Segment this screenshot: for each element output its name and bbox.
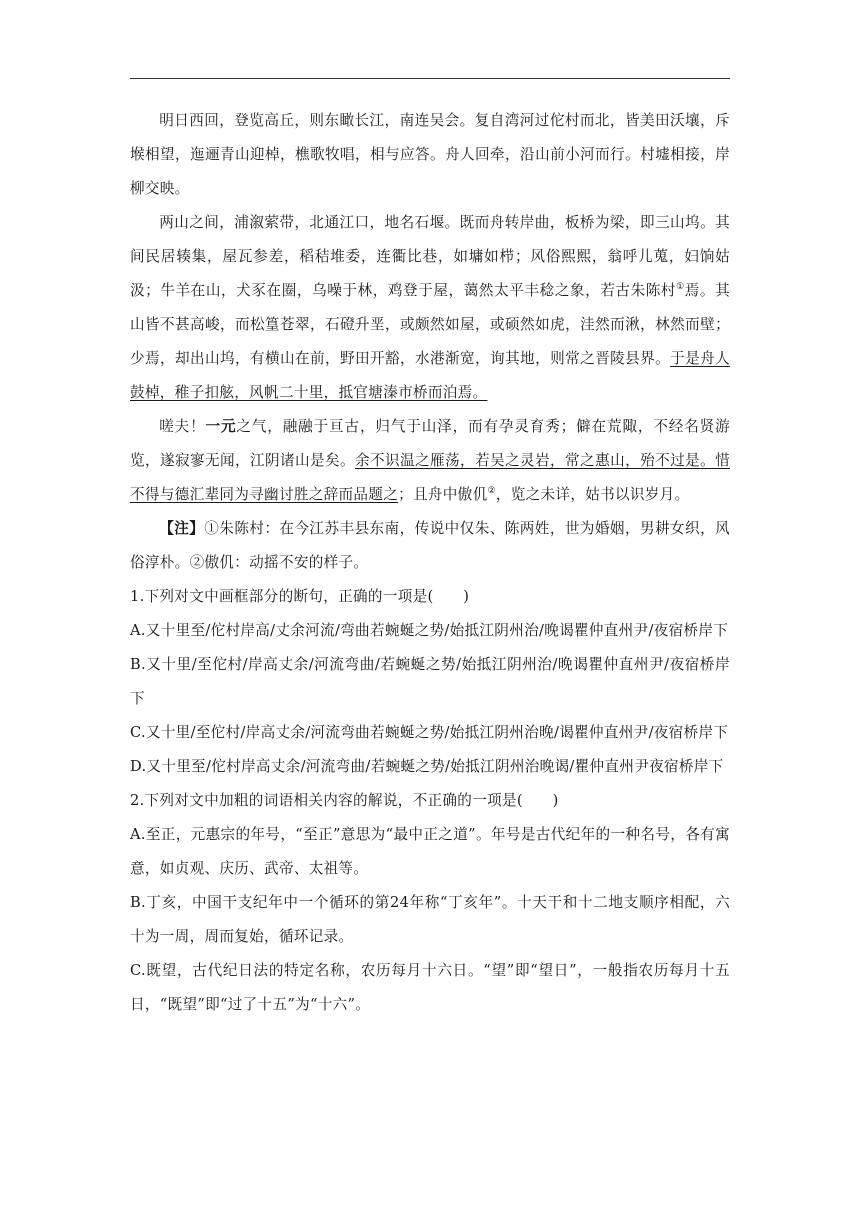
bold-term: 一元	[205, 418, 237, 435]
question-2-option-a: A.至正，元惠宗的年号，“至正”意思为“最中正之道”。年号是古代纪年的一种名号，各有寓意，如贞观、庆历、武帝、太祖等。	[130, 826, 730, 877]
passage-text: 明日西回，登览高丘，则东瞰长江，南连吴会。复自湾河过佗村而北，皆美田沃壤，斥堠相望，迤逦青山迎棹，樵歌牧唱，相与应答。舟人回牵，沿山前小河而行。村墟相接，岸柳交映。	[130, 112, 730, 197]
note-text: ①朱陈村：在今江苏丰县东南，传说中仅朱、陈两姓，世为婚姻，男耕女织，风俗淳朴。②傲仉：动摇不安的样子。	[130, 520, 730, 571]
document-body	[130, 104, 730, 1022]
question-1-stem: 1.下列对文中画框部分的断句，正确的一项是( )	[130, 588, 470, 605]
underlined-sentence: 余不识温之雁荡，若吴之灵岩，常之惠山，殆不过是。	[355, 452, 716, 469]
footnote-marker: ①	[676, 282, 685, 293]
question-2-option-b: B.丁亥，中国干支纪年中一个循环的第24年称“丁亥年”。十天干和十二地支顺序相配，六十为一周，周而复始，循环记录。	[130, 894, 730, 945]
passage-paragraph-3	[130, 410, 730, 512]
question-1-option-d: D.又十里至/佗村岸高丈余/河流弯曲/若蜿蜒之势/始抵江阴州治晚谒/瞿仲直州尹夜宿桥岸下	[130, 758, 724, 775]
passage-text: 嗟夫！	[159, 418, 206, 435]
question-2-option-c: C.既望，古代纪日法的特定名称，农历每月十六日。“望”即“望日”，一般指农历每月十五日，“既望”即“过了十五”为“十六”。	[130, 962, 730, 1013]
passage-paragraph-1	[130, 104, 730, 206]
note-label: 【注】	[159, 520, 205, 537]
passage-text: ；且舟中傲仉	[398, 486, 488, 503]
passage-text: 之气，融融于亘古，归气于山泽，而有孕灵育秀；僻在荒陬，不经名贤游览，遂寂寥无闻，江阴诸山是矣。	[130, 418, 730, 469]
question-1-option-c: C.又十里/至佗村/岸高丈余/河流弯曲若蜿蜒之势/始抵江阴州治晚/谒瞿仲直州尹/夜宿桥岸下	[130, 724, 729, 741]
passage-text: 两山之间，浦溆萦带，北通江口，地名石堰。既而舟转岸曲，板桥为梁，即三山坞。其间民居辏集，屋瓦参差，稻秸堆委，连衢比巷，如墉如栉；风俗熙熙，翁呼儿蒐，妇饷姑汲；牛羊在山，犬豕在圈，乌噪于林，鸡登于屋，蔼然太平丰稔之象，若古朱陈村	[130, 214, 730, 299]
footnote-marker: ②	[487, 486, 496, 497]
question-1-option-a: A.又十里至/佗村岸高/丈余河流/弯曲若蜿蜒之势/始抵江阴州治/晚谒瞿仲直州尹/夜宿桥岸下	[130, 622, 729, 639]
passage-paragraph-2	[130, 206, 730, 410]
underlined-sentence: 惜不得与德汇辈同为寻幽讨胜之辞而品题之	[130, 452, 730, 503]
annotation-note	[130, 512, 730, 580]
underlined-sentence: 于是舟人鼓棹，稚子扣舷，风帆二十里，抵官塘溱市桥而泊焉。	[130, 350, 730, 401]
question-1-option-b: B.又十里/至佗村/岸高丈余/河流弯曲/若蜿蜒之势/始抵江阴州治/晚谒瞿仲直州尹/夜宿桥岸下	[130, 656, 730, 707]
passage-text: ，览之未详，姑书以识岁月。	[495, 486, 690, 503]
header-rule	[130, 78, 730, 79]
question-2-stem: 2.下列对文中加粗的词语相关内容的解说，不正确的一项是( )	[130, 792, 559, 809]
passage-text: 焉。其山皆不甚高峻，而松篁苍翠，石磴升垩，或颇然如屋，或硕然如虎，洼然而湫，林然而壁；少焉，却出山坞，有横山在前，野田开豁，水港渐宽，询其地，则常之晋陵县界。	[130, 282, 730, 367]
